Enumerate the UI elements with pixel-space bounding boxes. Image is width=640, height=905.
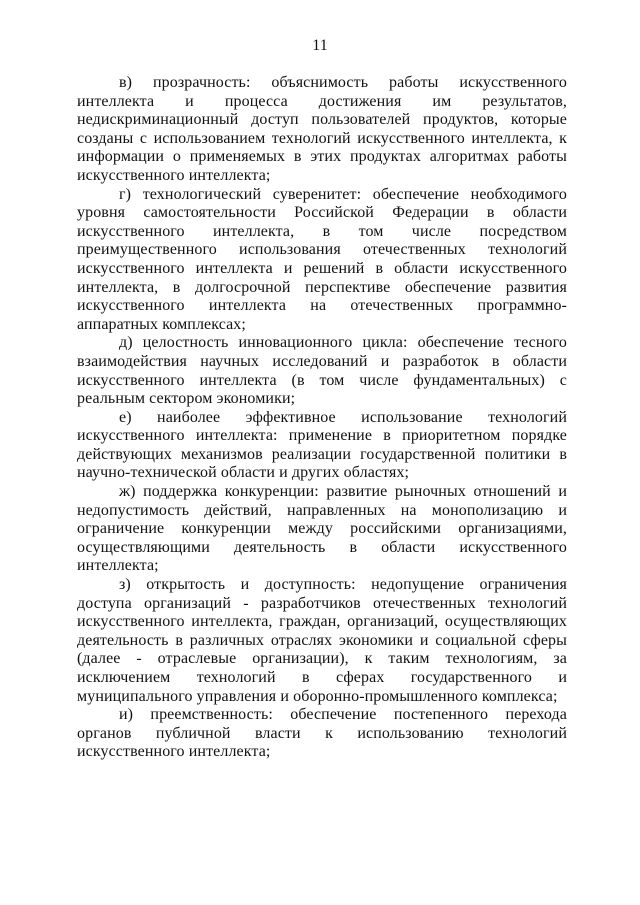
paragraph-i-continuity: и) преемственность: обеспечение постепенного перехода органов публичной власти к использованию технологий искусственного интеллекта; [77, 706, 567, 761]
document-body [77, 74, 567, 762]
paragraph-v-transparency: в) прозрачность: объяснимость работы искусственного интеллекта и процесса достижения им результатов, недискриминационный доступ пользователей продуктов, которые созданы с использованием технологий искусственного интеллекта, к информации о применяемых в этих продуктах алгоритмах работы искусственного интеллекта; [77, 74, 567, 184]
paragraph-z-openness-accessibility: з) открытость и доступность: недопущение ограничения доступа организаций - разработчиков отечественных технологий искусственного интеллекта, граждан, организаций, осуществляющих деятельность в различных отраслях экономики и социальной сферы (далее - отраслевые организации), к таким технологиям, за исключением технологий в сферах государственного и муниципального управления и оборонно-промышленного комплекса; [77, 576, 567, 705]
page-number: 11 [312, 37, 328, 54]
paragraph-zh-competition-support: ж) поддержка конкуренции: развитие рыночных отношений и недопустимость действий, направленных на монополизацию и ограничение конкуренции между российскими организациями, осуществляющими деятельность в области искусственного интеллекта; [77, 483, 567, 575]
paragraph-g-technological-sovereignty: г) технологический суверенитет: обеспечение необходимого уровня самостоятельности Российской Федерации в области искусственного интеллекта, в том числе посредством преимущественного использования отечественных технологий искусственного интеллекта и решений в области искусственного интеллекта, в долгосрочной перспективе обеспечение развития искусственного интеллекта на отечественных программно-аппаратных комплексах; [77, 185, 567, 333]
paragraph-d-innovation-cycle: д) целостность инновационного цикла: обеспечение тесного взаимодействия научных исследований и разработок в области искусственного интеллекта (в том числе фундаментальных) с реальным сектором экономики; [77, 334, 567, 408]
paragraph-e-effective-use: е) наиболее эффективное использование технологий искусственного интеллекта: применение в приоритетном порядке действующих механизмов реализации государственной политики в научно-технической области и других областях; [77, 408, 567, 482]
